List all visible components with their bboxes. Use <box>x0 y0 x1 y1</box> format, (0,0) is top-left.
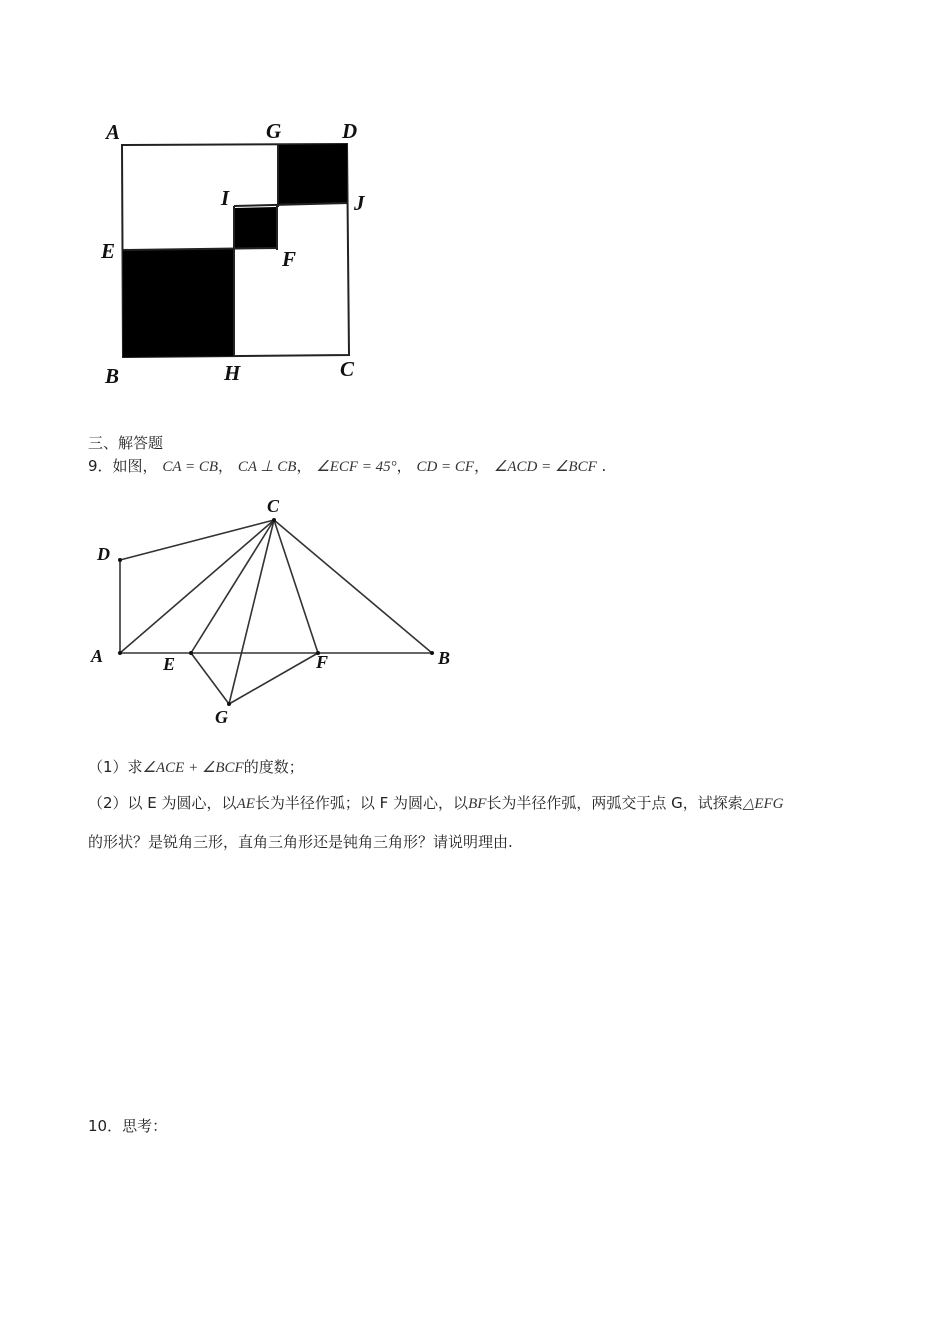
line-e-f <box>123 248 278 250</box>
q2-expr3: △EFG <box>742 796 784 812</box>
sep-2: ， <box>296 457 312 475</box>
label-e: E <box>101 239 116 263</box>
seg-g-f <box>229 653 318 704</box>
question-2-line1 <box>88 793 784 814</box>
seg-e-g <box>191 653 229 704</box>
sep-4: ， <box>474 457 490 475</box>
triangle-figure <box>85 490 475 735</box>
label-g2: G <box>215 707 228 727</box>
problem9-statement <box>88 456 606 477</box>
problem9-intro: 如图， <box>112 457 158 475</box>
section-title: 三、解答题 <box>88 434 164 452</box>
q2-mid1: 长为半径作弧；以 F 为圆心，以 <box>254 794 469 812</box>
label-c: C <box>340 357 355 381</box>
sep-1: ， <box>218 457 234 475</box>
shaded-square-bottom-left <box>123 249 234 357</box>
question-2-line2: 的形状？是锐角三形，直角三角形还是钝角三角形？请说明理由. <box>88 833 513 851</box>
problem9-number: 9． <box>88 457 113 475</box>
q1-suffix: 的度数； <box>243 758 304 776</box>
condition-1: CA = CB <box>162 459 219 475</box>
label-e2: E <box>163 654 176 674</box>
shaded-square-top-right <box>278 144 347 204</box>
statement-end: . <box>601 457 607 475</box>
condition-3: ∠ECF = 45° <box>316 459 397 475</box>
condition-4: CD = CF <box>416 459 475 475</box>
label-d2: D <box>97 544 110 564</box>
seg-c-e <box>191 520 274 653</box>
problem10-text: 思考： <box>122 1117 168 1135</box>
label-j: J <box>354 191 365 215</box>
label-c2: C <box>267 496 280 516</box>
q1-expr: ∠ACE + ∠BCF <box>142 760 244 776</box>
q2-expr1: AE <box>236 796 255 812</box>
condition-2: CA ⊥ CB <box>237 459 297 475</box>
label-b2: B <box>438 648 451 668</box>
label-i: I <box>221 186 230 210</box>
question-1 <box>88 757 304 778</box>
q2-mid2: 长为半径作弧，两弧交于点 G，试探索 <box>486 794 743 812</box>
shaded-square-middle <box>234 207 277 249</box>
label-b: B <box>105 364 120 388</box>
label-f2: F <box>316 652 329 672</box>
problem10 <box>88 1116 167 1136</box>
seg-c-g <box>229 520 274 704</box>
q1-prefix: （1）求 <box>88 758 143 776</box>
seg-c-b <box>274 520 432 653</box>
problem10-number: 10． <box>88 1117 123 1135</box>
q2-prefix: （2）以 E 为圆心，以 <box>88 794 237 812</box>
label-g: G <box>266 119 282 143</box>
q2-expr2: BF <box>468 796 487 812</box>
sep-3: ， <box>396 457 412 475</box>
label-a2: A <box>91 646 104 666</box>
seg-c-f <box>274 520 318 653</box>
label-a: A <box>106 120 121 144</box>
square-figure <box>95 110 395 400</box>
label-d: D <box>342 119 358 143</box>
label-h: H <box>224 361 241 385</box>
label-f: F <box>282 247 297 271</box>
condition-5: ∠ACD = ∠BCF <box>493 459 597 475</box>
